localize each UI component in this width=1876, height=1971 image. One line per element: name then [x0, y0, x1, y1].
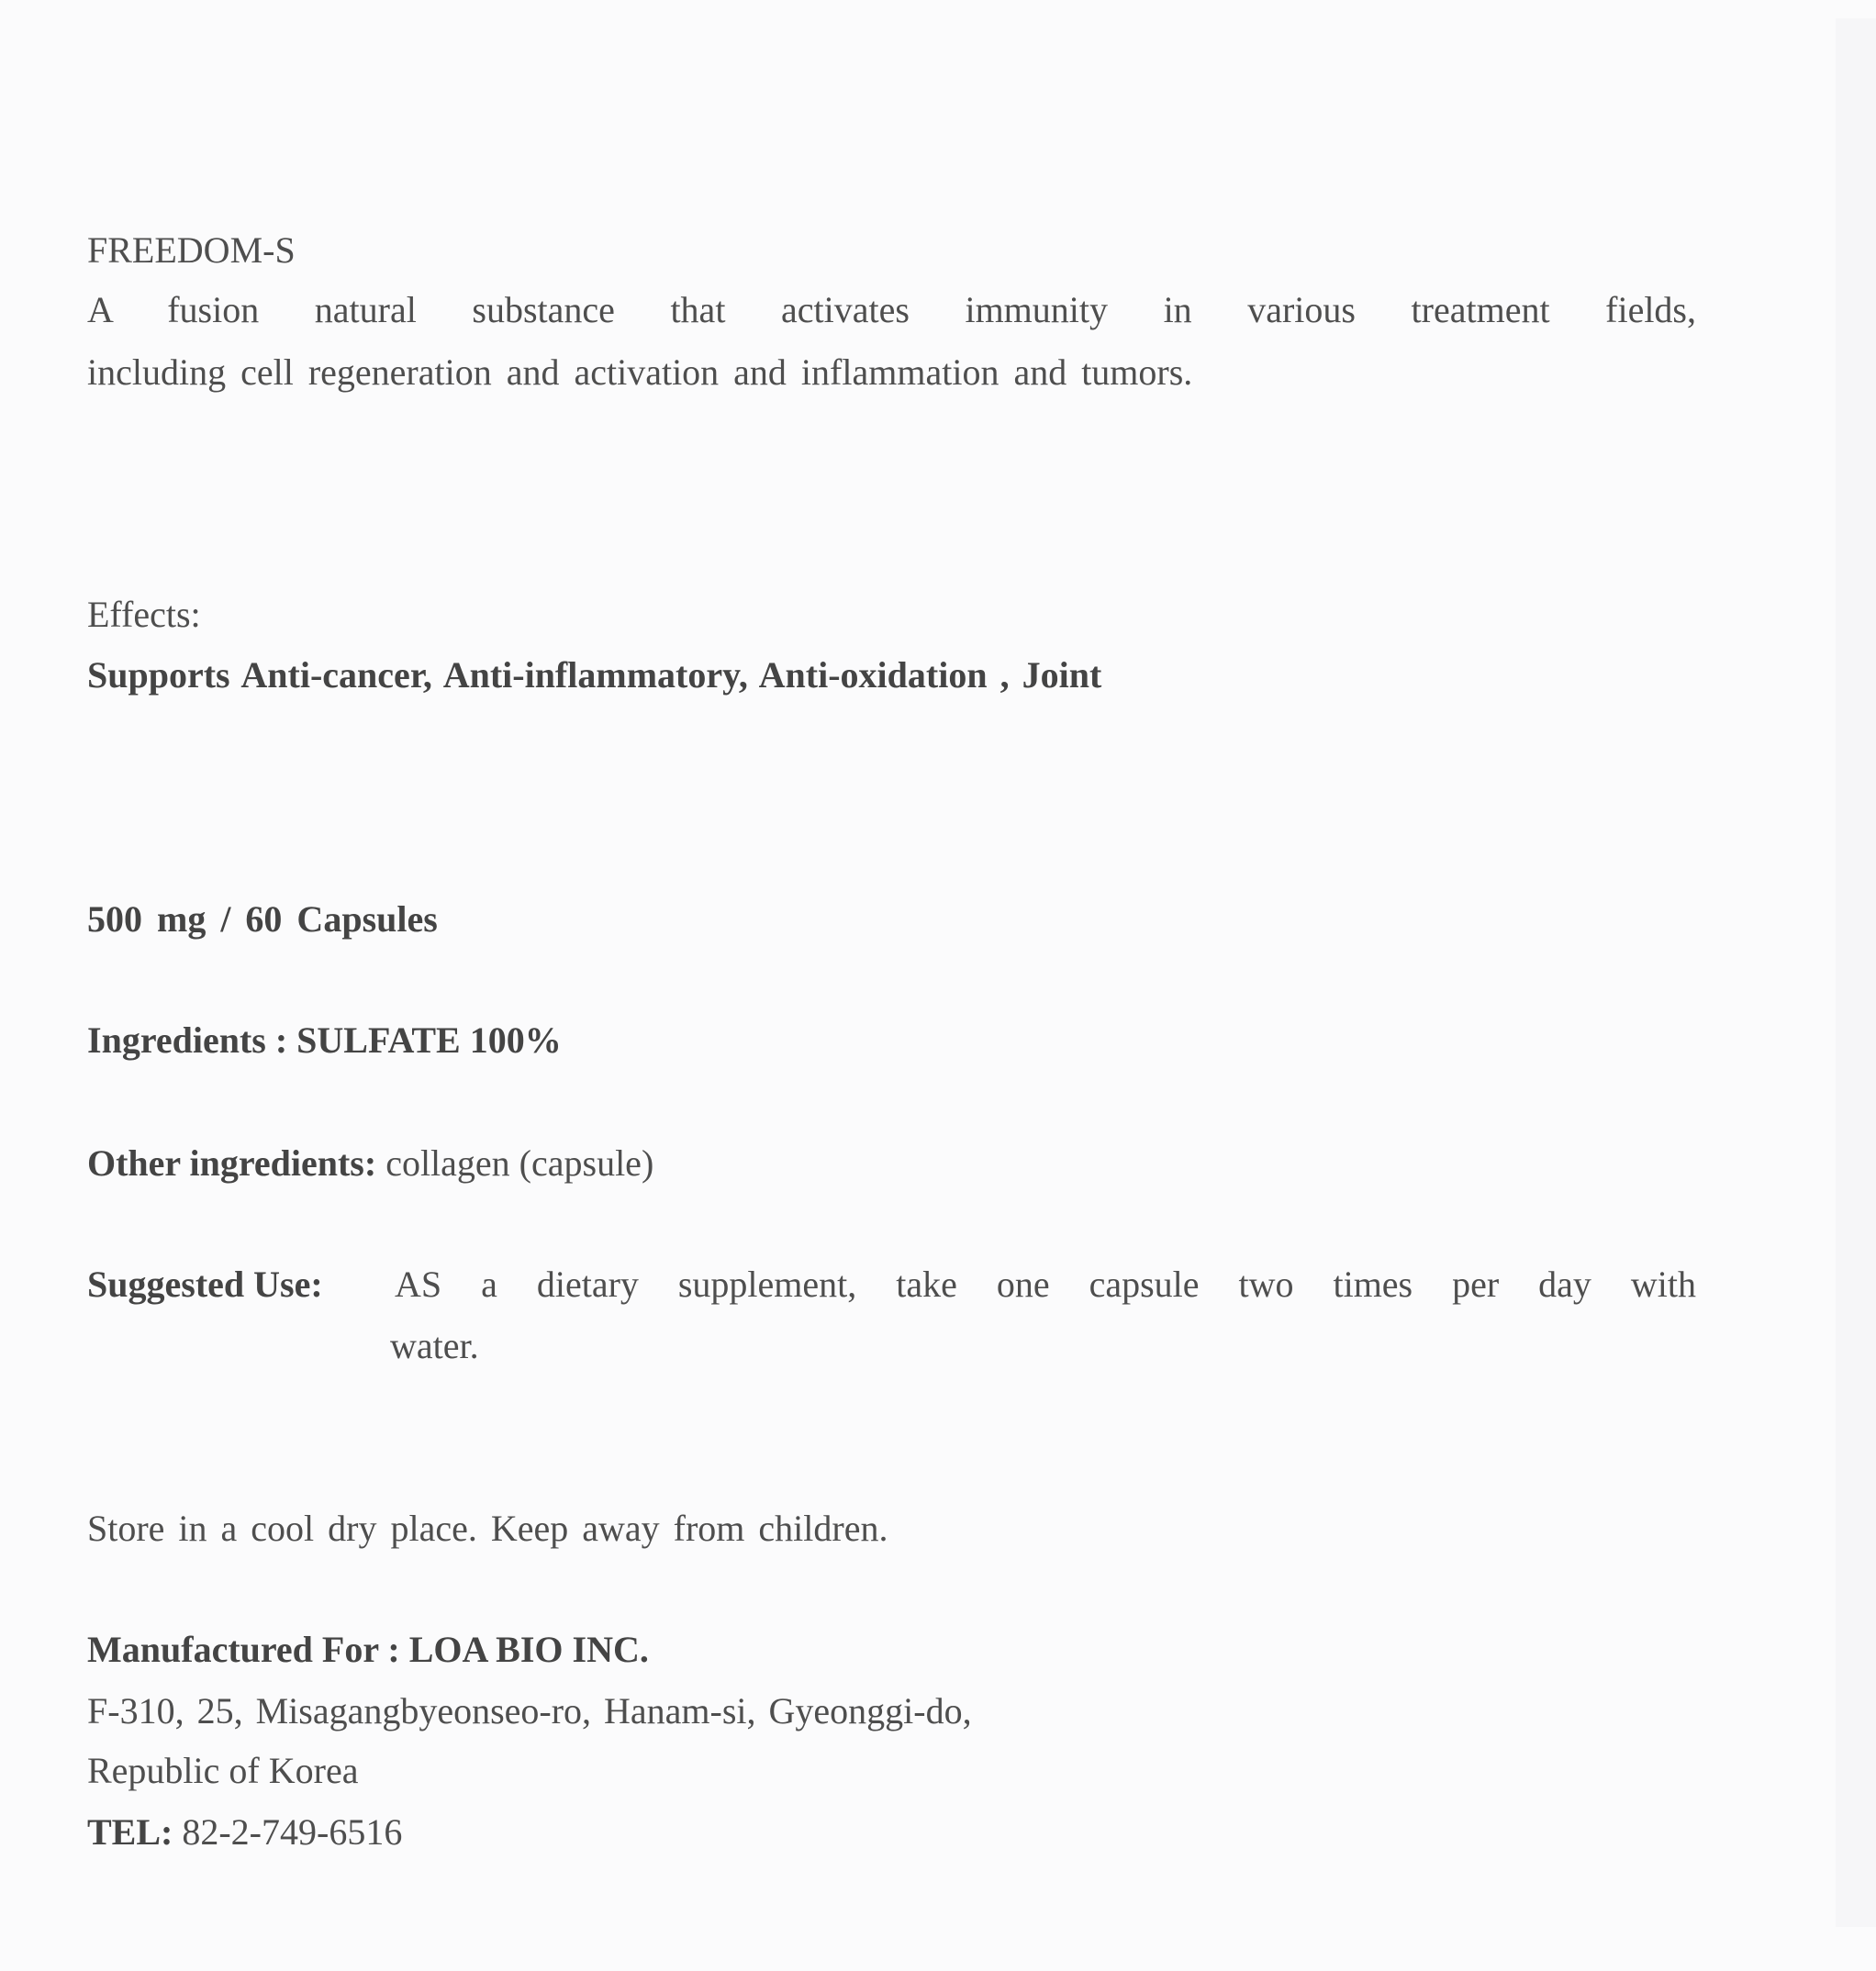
suggested-use-line-1: AS a dietary supplement, take one capsule two times per day with [395, 1264, 1696, 1305]
dosage: 500 mg / 60 Capsules [87, 898, 438, 940]
ingredients-label: Ingredients : [87, 1019, 297, 1061]
manufacturer-label: Manufactured For : [87, 1629, 409, 1670]
other-ingredients-label: Other ingredients: [87, 1142, 377, 1184]
ingredients-row [87, 1018, 562, 1063]
product-name: FREEDOM-S [87, 229, 296, 271]
other-ingredients-row [87, 1141, 653, 1186]
tel-label: TEL: [87, 1811, 173, 1853]
suggested-use-label: Suggested Use: [87, 1264, 323, 1305]
address-line-1: F-310, 25, Misagangbyeonseo-ro, Hanam-si, Gyeonggi-do, [87, 1690, 972, 1732]
other-ingredients-value: collagen (capsule) [376, 1142, 654, 1184]
scan-edge-shade [1836, 18, 1876, 1927]
effects-label: Effects: [87, 594, 201, 635]
tel-row [87, 1810, 402, 1855]
ingredients-value: SULFATE 100% [296, 1019, 562, 1061]
product-description-line-1: A fusion natural substance that activates immunity in various treatment fields, [87, 289, 1696, 330]
suggested-use-line-2: water. [390, 1325, 479, 1366]
storage-note: Store in a cool dry place. Keep away from children. [87, 1508, 888, 1549]
tel-value: 82-2-749-6516 [173, 1811, 403, 1853]
effects-text: Supports Anti-cancer, Anti-inflammatory, Anti-oxidation , Joint [87, 654, 1102, 696]
manufacturer-name: LOA BIO INC. [408, 1629, 649, 1670]
manufacturer-row [87, 1627, 649, 1673]
address-line-2: Republic of Korea [87, 1750, 359, 1791]
product-description-line-2: including cell regeneration and activation and inflammation and tumors. [87, 351, 1193, 393]
